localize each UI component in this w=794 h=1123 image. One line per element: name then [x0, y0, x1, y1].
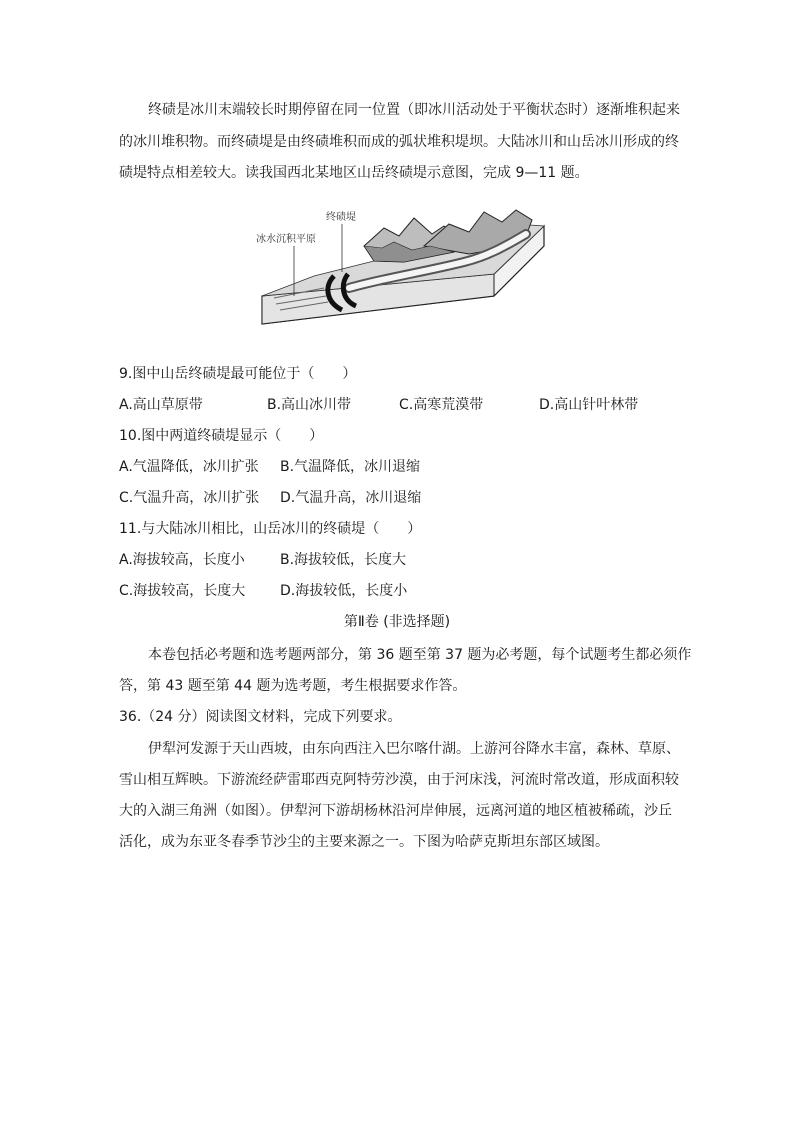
- q10-option-d[interactable]: D.气温升高，冰川退缩: [280, 490, 422, 506]
- q10-option-c[interactable]: C.气温升高，冰川扩张: [119, 490, 260, 506]
- q36-paragraph-line-1: 伊犁河发源于天山西坡，由东向西注入巴尔喀什湖。上游河谷降水丰富，森林、草原、: [148, 741, 680, 757]
- q10-stem: 10.图中两道终碛堤显示（ ）: [119, 428, 324, 444]
- q10-option-a[interactable]: A.气温降低，冰川扩张: [119, 459, 259, 475]
- part2-title: 第Ⅱ卷 (非选择题): [343, 614, 451, 630]
- label-terminal-moraine: 终碛堤: [326, 212, 356, 223]
- moraine-diagram-svg: [254, 206, 546, 342]
- q10-option-b[interactable]: B.气温降低，冰川退缩: [280, 459, 421, 475]
- q36-paragraph-line-4: 活化，成为东亚冬春季节沙尘的主要来源之一。下图为哈萨克斯坦东部区域图。: [119, 834, 609, 850]
- q11-option-c[interactable]: C.海拔较高，长度大: [119, 583, 246, 599]
- q9-option-d[interactable]: D.高山针叶林带: [539, 397, 639, 413]
- q9-option-c[interactable]: C.高寒荒漠带: [399, 397, 484, 413]
- q36-paragraph-line-2: 雪山相互辉映。下游流经萨雷耶西克阿特劳沙漠，由于河床浅，河流时常改道，形成面积较: [119, 772, 679, 788]
- q11-option-a[interactable]: A.海拔较高，长度小: [119, 552, 245, 568]
- q9-option-b[interactable]: B.高山冰川带: [267, 397, 352, 413]
- q11-stem: 11.与大陆冰川相比，山岳冰川的终碛堤（ ）: [119, 521, 422, 537]
- part2-paragraph-line-2: 答，第 43 题至第 44 题为选考题，考生根据要求作答。: [119, 678, 467, 694]
- intro-paragraph-line-2: 的冰川堆积物。而终碛堤是由终碛堆积而成的弧状堆积堤坝。大陆冰川和山岳冰川形成的终: [119, 134, 679, 150]
- q36-stem: 36.（24 分）阅读图文材料，完成下列要求。: [119, 709, 402, 725]
- label-outwash-plain: 冰水沉积平原: [256, 234, 316, 245]
- moraine-diagram: [254, 206, 546, 342]
- intro-paragraph-line-1: 终碛是冰川末端较长时期停留在同一位置（即冰川活动处于平衡状态时）逐渐堆积起来: [148, 102, 680, 118]
- q11-option-b[interactable]: B.海拔较低，长度大: [280, 552, 407, 568]
- q36-paragraph-line-3: 大的入湖三角洲（如图）。伊犁河下游胡杨林沿河岸伸展，远离河道的地区植被稀疏，沙丘: [119, 803, 672, 819]
- part2-paragraph-line-1: 本卷包括必考题和选考题两部分，第 36 题至第 37 题为必考题，每个试题考生都必须作: [148, 647, 692, 663]
- intro-paragraph-line-3: 碛堤特点相差较大。读我国西北某地区山岳终碛堤示意图，完成 9—11 题。: [119, 165, 589, 181]
- q9-option-a[interactable]: A.高山草原带: [119, 397, 203, 413]
- q11-option-d[interactable]: D.海拔较低，长度小: [280, 583, 408, 599]
- q9-stem: 9.图中山岳终碛堤最可能位于（ ）: [119, 366, 357, 382]
